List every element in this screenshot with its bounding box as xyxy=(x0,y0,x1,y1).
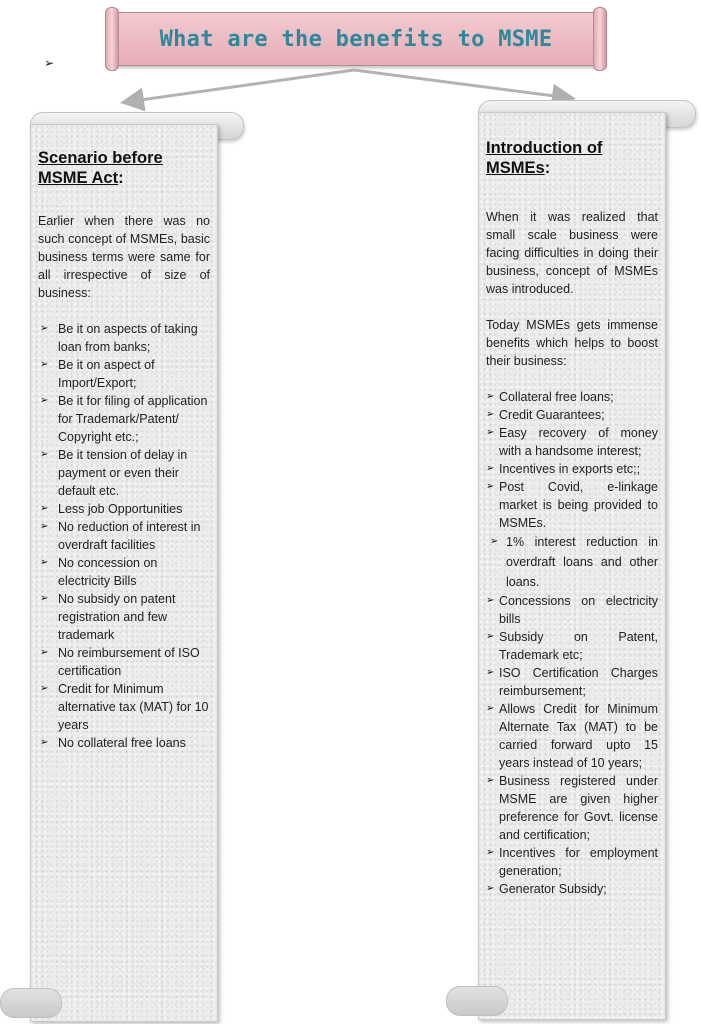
right-intro-1: When it was realized that small scale business were facing difficulties in doing their business, concept of MSMEs was introduced. xyxy=(486,210,658,296)
left-heading-colon: : xyxy=(118,169,124,187)
list-item: ➢ Less job Opportunities xyxy=(38,500,210,518)
right-scroll-bottom-roll xyxy=(446,986,508,1016)
list-item: ➢ No concession on electricity Bills xyxy=(38,554,210,590)
list-item: ➢ No collateral free loans xyxy=(38,734,210,752)
arrow-left xyxy=(126,70,354,102)
list-item: ➢ No reimbursement of ISO certification xyxy=(38,644,210,680)
right-heading-text: Introduction of MSMEs xyxy=(486,139,603,177)
right-heading-colon: : xyxy=(544,159,551,177)
list-item: ➢ Credit for Minimum alternative tax (MAT) for 10 years xyxy=(38,680,210,734)
left-heading xyxy=(38,148,210,188)
list-item: ➢ Collateral free loans; xyxy=(486,388,658,406)
right-list xyxy=(486,388,658,898)
list-item: ➢ Credit Guarantees; xyxy=(486,406,658,424)
list-item: ➢ Easy recovery of money with a handsome interest; xyxy=(486,424,658,460)
list-item: ➢ Concessions on electricity bills xyxy=(486,592,658,628)
list-item: ➢ 1% interest reduction in overdraft loans and other loans. xyxy=(486,532,658,592)
page-title: What are the benefits to MSME xyxy=(159,26,553,52)
list-item: ➢ No reduction of interest in overdraft facilities xyxy=(38,518,210,554)
left-heading-text: Scenario before MSME Act xyxy=(38,149,163,187)
list-item: ➢ Subsidy on Patent, Trademark etc; xyxy=(486,628,658,664)
left-column xyxy=(38,148,210,752)
list-item: ➢ No subsidy on patent registration and few trademark xyxy=(38,590,210,644)
arrow-right xyxy=(354,70,570,98)
right-column xyxy=(486,138,658,898)
lone-bullet-icon: ➢ xyxy=(44,56,55,70)
list-item: ➢ Be it tension of delay in payment or even their default etc. xyxy=(38,446,210,500)
list-item: ➢ Incentives in exports etc;; xyxy=(486,460,658,478)
left-intro: Earlier when there was no such concept of MSMEs, basic business terms were same for all irrespective of size of business: xyxy=(38,214,210,300)
list-item: ➢ Be it on aspect of Import/Export; xyxy=(38,356,210,392)
list-item: ➢ Be it for filing of application for Trademark/Patent/ Copyright etc.; xyxy=(38,392,210,446)
list-item: ➢ Incentives for employment generation; xyxy=(486,844,658,880)
list-item: ➢ Business registered under MSME are given higher preference for Govt. license and certification; xyxy=(486,772,658,844)
right-heading xyxy=(486,138,658,178)
list-item: ➢ ISO Certification Charges reimbursement; xyxy=(486,664,658,700)
left-list xyxy=(38,320,210,752)
list-item: ➢ Be it on aspects of taking loan from banks; xyxy=(38,320,210,356)
list-item: ➢ Allows Credit for Minimum Alternate Tax (MAT) to be carried forward upto 15 years instead of 10 years; xyxy=(486,700,658,772)
list-item: ➢ Post Covid, e-linkage market is being provided to MSMEs. xyxy=(486,478,658,532)
list-item: ➢ Generator Subsidy; xyxy=(486,880,658,898)
left-scroll-bottom-roll xyxy=(0,988,62,1018)
right-intro-2: Today MSMEs gets immense benefits which helps to boost their business: xyxy=(486,318,658,368)
